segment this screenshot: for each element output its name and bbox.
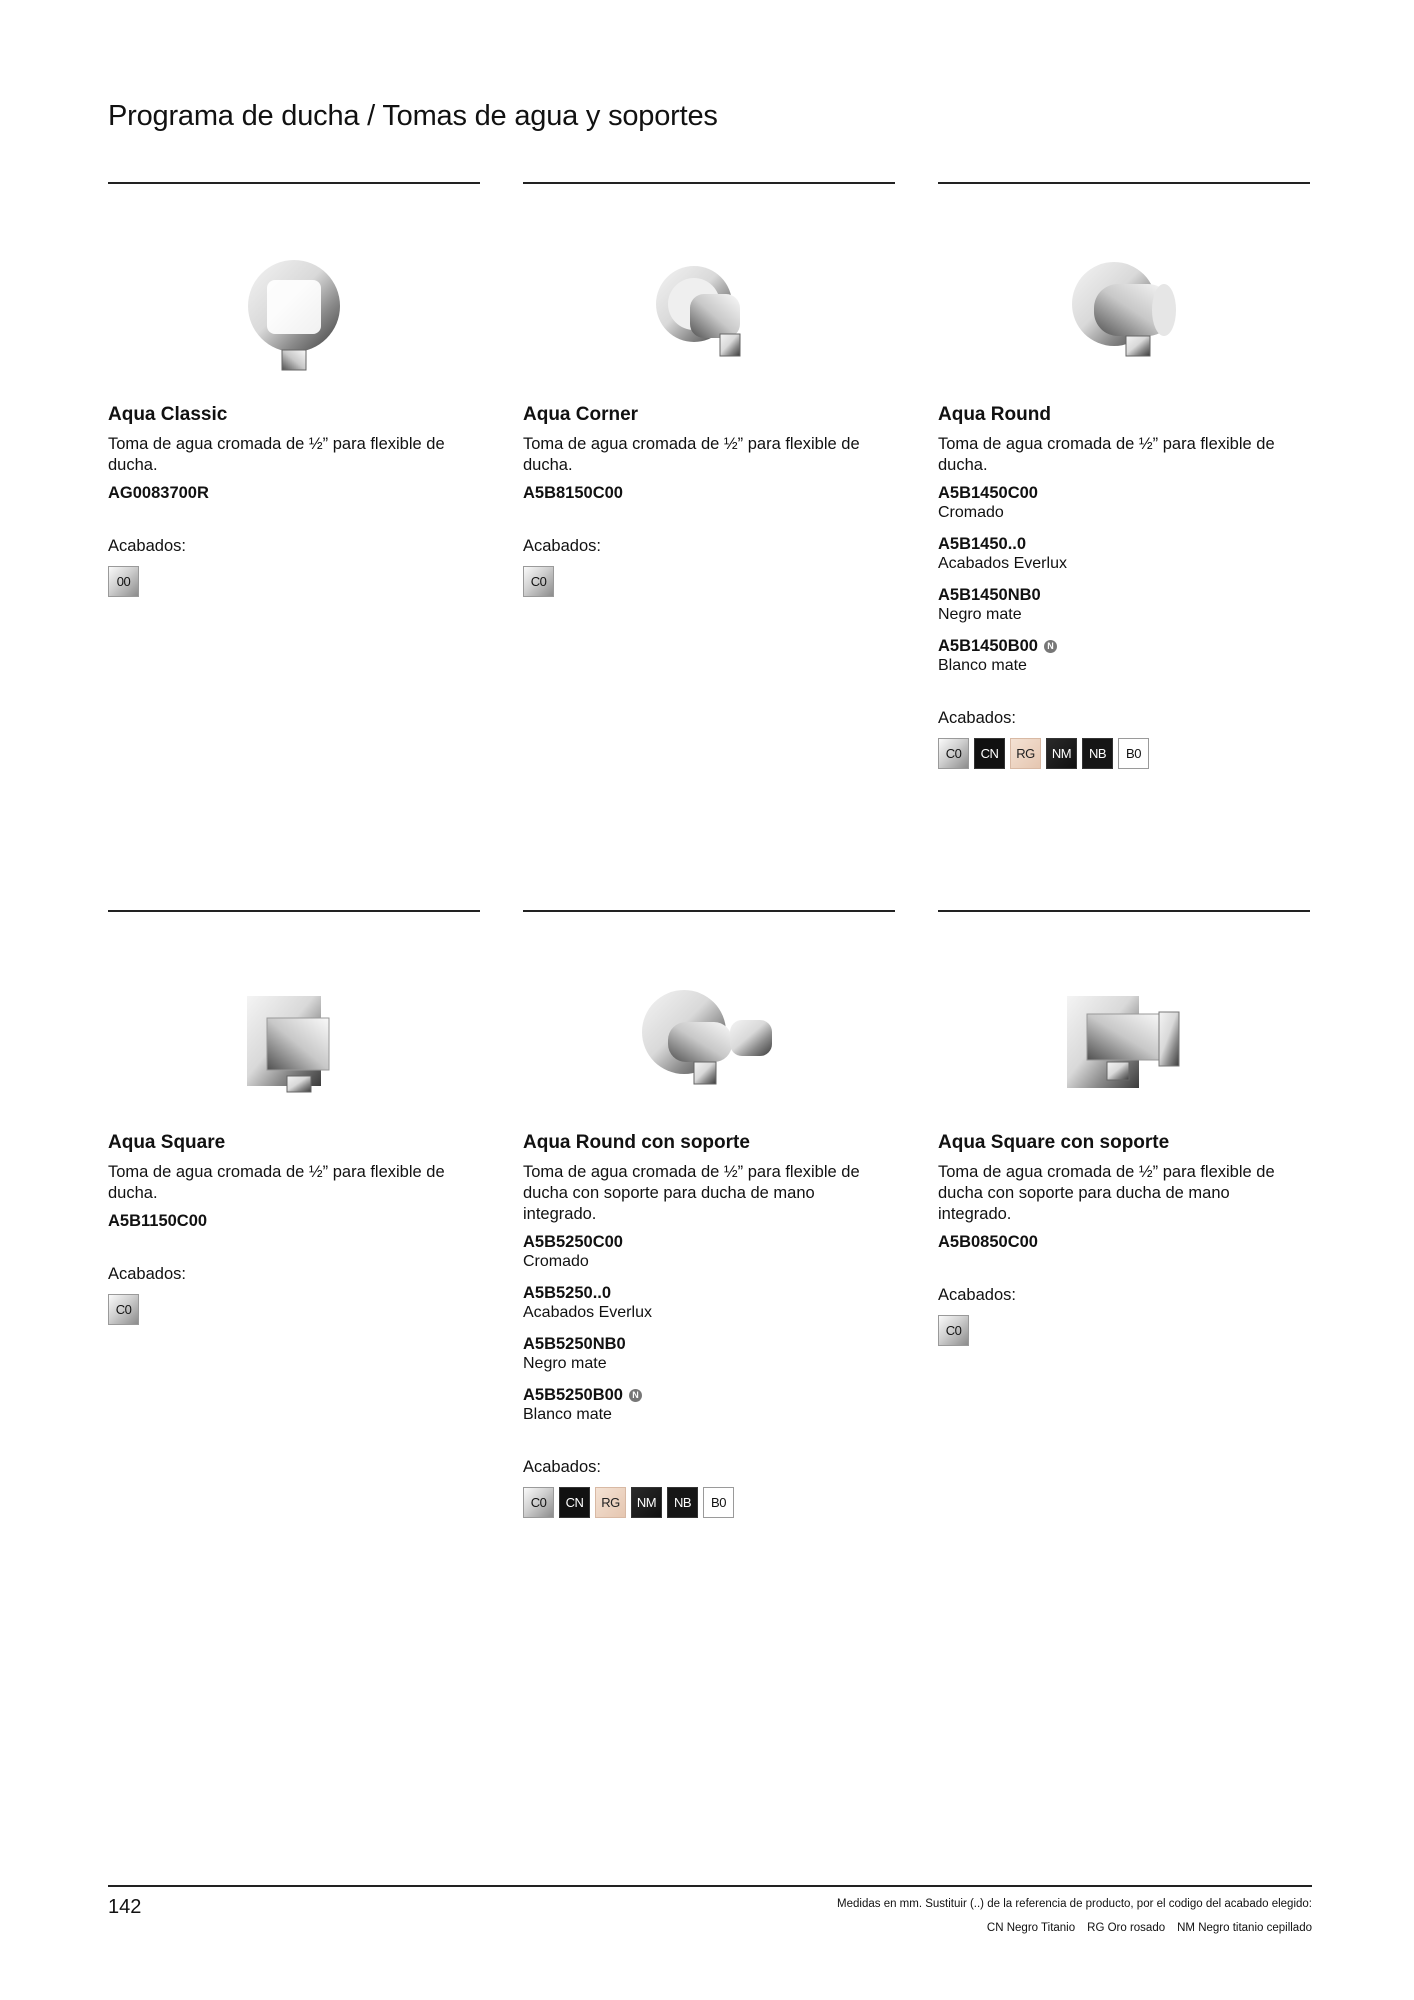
product-variant	[938, 1232, 1310, 1252]
product-code	[523, 1232, 895, 1252]
product-description: Toma de agua cromada de ½” para flexible de ducha.	[108, 435, 445, 474]
product-code	[108, 483, 480, 503]
product-code	[523, 483, 895, 503]
finish-swatch-B0: B0	[1118, 738, 1149, 769]
variant-finish-label: Blanco mate	[938, 657, 1027, 674]
footer-note: Medidas en mm. Sustituir (..) de la referencia de producto, por el codigo del acabado elegido:	[837, 1898, 1312, 1910]
product-code-text: A5B5250NB0	[523, 1335, 626, 1353]
finishes-label: Acabados:	[108, 537, 186, 555]
finish-swatch-CN: CN	[559, 1487, 590, 1518]
new-badge-icon: N	[1044, 640, 1057, 653]
product-variant	[523, 1334, 895, 1373]
product-variant	[523, 1385, 895, 1424]
product-card	[938, 182, 1310, 769]
finish-swatch-C0: C0	[523, 566, 554, 597]
finishes-label: Acabados:	[938, 1286, 1016, 1304]
product-code-text: A5B1450NB0	[938, 586, 1041, 604]
finish-swatches	[938, 1315, 1310, 1346]
finish-swatch-C0: C0	[938, 738, 969, 769]
product-code	[523, 1283, 895, 1303]
aqua-square-product-image	[108, 912, 480, 1132]
aqua-round-product-image	[938, 184, 1310, 404]
product-code	[938, 636, 1310, 656]
product-card	[938, 910, 1310, 1346]
product-variant	[523, 1283, 895, 1322]
finish-swatch-NM: NM	[1046, 738, 1077, 769]
product-code	[108, 1211, 480, 1231]
product-code	[938, 534, 1310, 554]
product-code	[523, 1385, 895, 1405]
product-name: Aqua Square con soporte	[938, 1132, 1170, 1153]
finish-swatch-RG: RG	[1010, 738, 1041, 769]
variant-finish-label: Cromado	[938, 504, 1004, 521]
product-code-text: A5B1150C00	[108, 1212, 208, 1230]
product-name: Aqua Round con soporte	[523, 1132, 750, 1153]
product-name: Aqua Square	[108, 1132, 226, 1153]
new-badge-icon: N	[629, 1389, 642, 1402]
aqua-classic-product-image	[108, 184, 480, 404]
product-code	[938, 483, 1310, 503]
finishes-label: Acabados:	[108, 1265, 186, 1283]
product-card	[523, 910, 895, 1518]
finish-swatch-C0: C0	[523, 1487, 554, 1518]
product-variant	[938, 585, 1310, 624]
product-code-text: A5B5250C00	[523, 1233, 623, 1251]
finish-swatch-NB: NB	[1082, 738, 1113, 769]
variant-finish-label: Blanco mate	[523, 1406, 612, 1423]
finish-swatches	[938, 738, 1310, 769]
product-code-text: A5B8150C00	[523, 484, 623, 502]
product-variant	[523, 1232, 895, 1271]
page-title: Programa de ducha / Tomas de agua y soportes	[108, 100, 718, 132]
variant-finish-label: Acabados Everlux	[938, 555, 1067, 572]
footer-legend-item: CN Negro Titanio	[986, 1922, 1076, 1934]
footer-legend	[987, 1922, 1312, 1934]
footer-legend-item: RG Oro rosado	[1087, 1922, 1166, 1934]
finishes-label: Acabados:	[523, 1458, 601, 1476]
finish-swatch-NM: NM	[631, 1487, 662, 1518]
variant-finish-label: Acabados Everlux	[523, 1304, 652, 1321]
product-variant	[938, 636, 1310, 675]
finish-swatch-C0: C0	[938, 1315, 969, 1346]
finish-swatches	[523, 1487, 895, 1518]
product-description: Toma de agua cromada de ½” para flexible de ducha.	[523, 435, 860, 474]
finish-swatch-00: 00	[108, 566, 139, 597]
product-code-text: AG0083700R	[108, 484, 209, 502]
product-name: Aqua Classic	[108, 404, 228, 425]
finish-swatch-RG: RG	[595, 1487, 626, 1518]
product-code-text: A5B1450C00	[938, 484, 1038, 502]
page-number: 142	[108, 1896, 142, 1918]
finish-swatch-NB: NB	[667, 1487, 698, 1518]
product-variant	[523, 483, 895, 503]
variant-finish-label: Cromado	[523, 1253, 589, 1270]
aqua-square-holder-product-image	[938, 912, 1310, 1132]
finish-swatches	[108, 566, 480, 597]
product-description: Toma de agua cromada de ½” para flexible de ducha.	[108, 1163, 445, 1202]
product-name: Aqua Corner	[523, 404, 639, 425]
product-code	[938, 585, 1310, 605]
finish-swatches	[523, 566, 895, 597]
finish-swatches	[108, 1294, 480, 1325]
product-variant	[108, 483, 480, 503]
product-code-text: A5B0850C00	[938, 1233, 1038, 1251]
product-variant	[938, 483, 1310, 522]
product-card	[523, 182, 895, 597]
product-description: Toma de agua cromada de ½” para flexible de ducha.	[938, 435, 1275, 474]
aqua-round-holder-product-image	[523, 912, 895, 1132]
product-description: Toma de agua cromada de ½” para flexible de ducha con soporte para ducha de mano integrado.	[523, 1163, 860, 1223]
aqua-corner-product-image	[523, 184, 895, 404]
product-variant	[108, 1211, 480, 1231]
variant-finish-label: Negro mate	[523, 1355, 607, 1372]
product-name: Aqua Round	[938, 404, 1051, 425]
product-description: Toma de agua cromada de ½” para flexible de ducha con soporte para ducha de mano integrado.	[938, 1163, 1275, 1223]
product-code	[938, 1232, 1310, 1252]
footer-divider	[108, 1885, 1312, 1887]
variant-finish-label: Negro mate	[938, 606, 1022, 623]
finish-swatch-C0: C0	[108, 1294, 139, 1325]
product-code-text: A5B5250..0	[523, 1284, 612, 1302]
product-variant	[938, 534, 1310, 573]
finish-swatch-B0: B0	[703, 1487, 734, 1518]
finishes-label: Acabados:	[523, 537, 601, 555]
finishes-label: Acabados:	[938, 709, 1016, 727]
product-code-text: A5B1450..0	[938, 535, 1027, 553]
product-code-text: A5B5250B00	[523, 1386, 623, 1404]
product-code	[523, 1334, 895, 1354]
finish-swatch-CN: CN	[974, 738, 1005, 769]
product-card	[108, 910, 480, 1325]
product-code-text: A5B1450B00	[938, 637, 1038, 655]
footer-legend-item: NM Negro titanio cepillado	[1177, 1922, 1312, 1934]
product-card	[108, 182, 480, 597]
